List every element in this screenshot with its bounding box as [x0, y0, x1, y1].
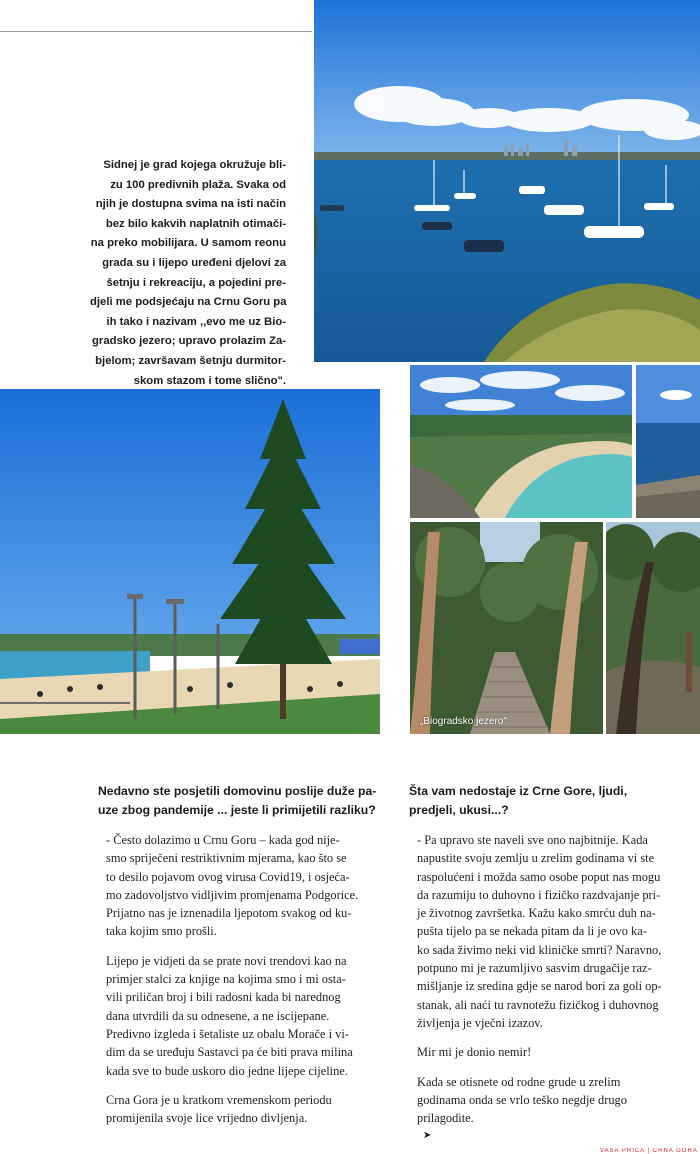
paragraph-line: - Pa upravo ste naveli sve ono najbitnije. Kada	[417, 833, 648, 847]
answer-homeland-visit	[98, 831, 380, 1127]
footer-section-mark: VAŠA PRIČA | CRNA GORA	[600, 1148, 698, 1154]
interview-left-column	[98, 782, 380, 1138]
intro-line: ih tako i nazivam ,,evo me uz Bio-	[106, 315, 286, 328]
paragraph-line-text: prilagodite.	[417, 1111, 474, 1126]
paragraph-line: Lijepo je vidjeti da se prate novi trendovi kao na	[106, 953, 347, 968]
intro-line: djeli me podsjećaju na Crnu Goru pa	[90, 296, 287, 309]
paragraph-line: potpuno mi je razumljivo sasvim drugačije raz-	[417, 961, 652, 976]
question-line: Šta vam nedostaje iz Crne Gore, ljudi,	[409, 784, 628, 798]
paragraph-line: smo spriječeni restriktivnim mjerama, kao što se	[106, 851, 347, 866]
paragraph-line: dim da se uređuju Sastavci pa će biti prava milina	[106, 1045, 353, 1060]
paragraph-line: taka kojim smo prošli.	[106, 924, 217, 939]
answer-paragraph	[409, 831, 691, 1032]
forest-rocks-photo	[606, 522, 700, 734]
intro-line: njih je dostupna svima na isti način	[95, 198, 286, 211]
paragraph-line: vili priličan broj i bili radosni kada bi narednog	[106, 990, 341, 1005]
answer-paragraph	[98, 952, 380, 1080]
paragraph-line: dana utvrdili da su odnesene, a ne iscijepane.	[106, 1008, 330, 1023]
paragraph-line: primjer stalci za knjige na kojima smo i mi osta-	[106, 972, 346, 987]
paragraph-line: mišljanje iz sredina gdje se narod bori za goli op-	[417, 979, 662, 994]
intro-line: skom stazom i tome slično".	[133, 374, 286, 387]
answer-paragraph	[409, 1073, 691, 1146]
paragraph-line: da razumiju to duhovno i fizičko razdvajanje pri-	[417, 887, 661, 902]
paragraph-line: Crna Gora je u kratkom vremenskom periodu	[106, 1092, 332, 1107]
paragraph-line	[417, 1109, 691, 1146]
answer-what-you-miss	[409, 831, 691, 1146]
paragraph-line: življenja je vječni izazov.	[417, 1015, 543, 1030]
sydney-harbour-photo	[314, 0, 700, 362]
intro-line: na preko mobilijara. U samom reonu	[90, 237, 286, 250]
paragraph-line: Kada se otisnete od rodne grude u zrelim	[417, 1074, 621, 1089]
paragraph-line: ko sada živimo neki vid kliničke smrti? Naravno,	[417, 942, 662, 957]
answer-paragraph	[409, 1043, 691, 1061]
beach-with-pine-photo	[0, 389, 380, 734]
paragraph-line: to desilo pojavom ovog virusa Covid19, i osjeća-	[106, 869, 350, 884]
top-rule	[0, 31, 312, 32]
paragraph-line: pušta tijelo pa se nekada pitam da li je ovo ka-	[417, 924, 647, 939]
intro-line: gradsko jezero; upravo prolazim Za-	[92, 335, 286, 348]
answer-paragraph	[98, 1091, 380, 1128]
intro-line: grada su i lijepo uređeni djelovi za	[102, 256, 286, 269]
question-line: uze zbog pandemije ... jeste li primijetili razliku?	[98, 803, 376, 817]
paragraph-line: je životnog završetka. Kažu kako smrću duh na-	[417, 906, 656, 921]
intro-paragraph	[90, 156, 286, 391]
intro-line: šetnju i rekreaciju, a pojedini pre-	[106, 276, 286, 289]
paragraph-line: kada sve to bude uskoro dio jedne lijepe cijeline.	[106, 1063, 348, 1078]
paragraph-line: mo zadovoljstvo vidljivim promjenama Podgorice.	[106, 887, 359, 902]
paragraph-line: raspolućeni i možda samo osobe poput nas mogu	[417, 869, 661, 884]
forest-walkway-photo	[410, 522, 603, 734]
intro-line: bjelom; završavam šetnju durmitor-	[95, 354, 286, 367]
paragraph-line: Predivno izgleda i šetaliste uz obalu Morače i vi-	[106, 1026, 349, 1041]
intro-line: bez bilo kakvih naplatnih otimači-	[105, 217, 286, 230]
question-line: predjeli, ukusi...?	[409, 803, 509, 817]
paragraph-line: stanak, ali naći tu ravnotežu fizičkog i duhovnog	[417, 997, 659, 1012]
coastal-bay-photo	[410, 365, 632, 518]
paragraph-line: Mir mi je donio nemir!	[417, 1045, 532, 1060]
question-homeland-visit	[98, 782, 380, 820]
question-line: Nedavno ste posjetili domovinu poslije duže pa-	[98, 784, 377, 798]
article-end-arrow-icon: ➤	[423, 1130, 432, 1142]
paragraph-line: promijenila svoje lice vrijedno divljenja.	[106, 1111, 308, 1126]
answer-paragraph	[98, 831, 380, 941]
interview-right-column	[409, 782, 691, 1154]
intro-line: Sidnej je grad kojega okružuje bli-	[103, 159, 286, 171]
paragraph-line: Prijatno nas je iznenadila ljepotom svakog od ku-	[106, 906, 352, 921]
question-what-you-miss	[409, 782, 691, 820]
rocky-coast-photo	[636, 365, 700, 518]
paragraph-line: napustite svoju zemlju u zrelim godinama vi ste	[417, 851, 655, 866]
intro-line: zu 100 predivnih plaža. Svaka od	[110, 178, 286, 191]
paragraph-line: - Često dolazimo u Crnu Goru – kada god nije-	[106, 833, 340, 847]
walkway-photo-caption: „Biogradsko jezero"	[420, 716, 507, 727]
paragraph-line: godinama onda se vrlo teško negdje drugo	[417, 1092, 627, 1107]
